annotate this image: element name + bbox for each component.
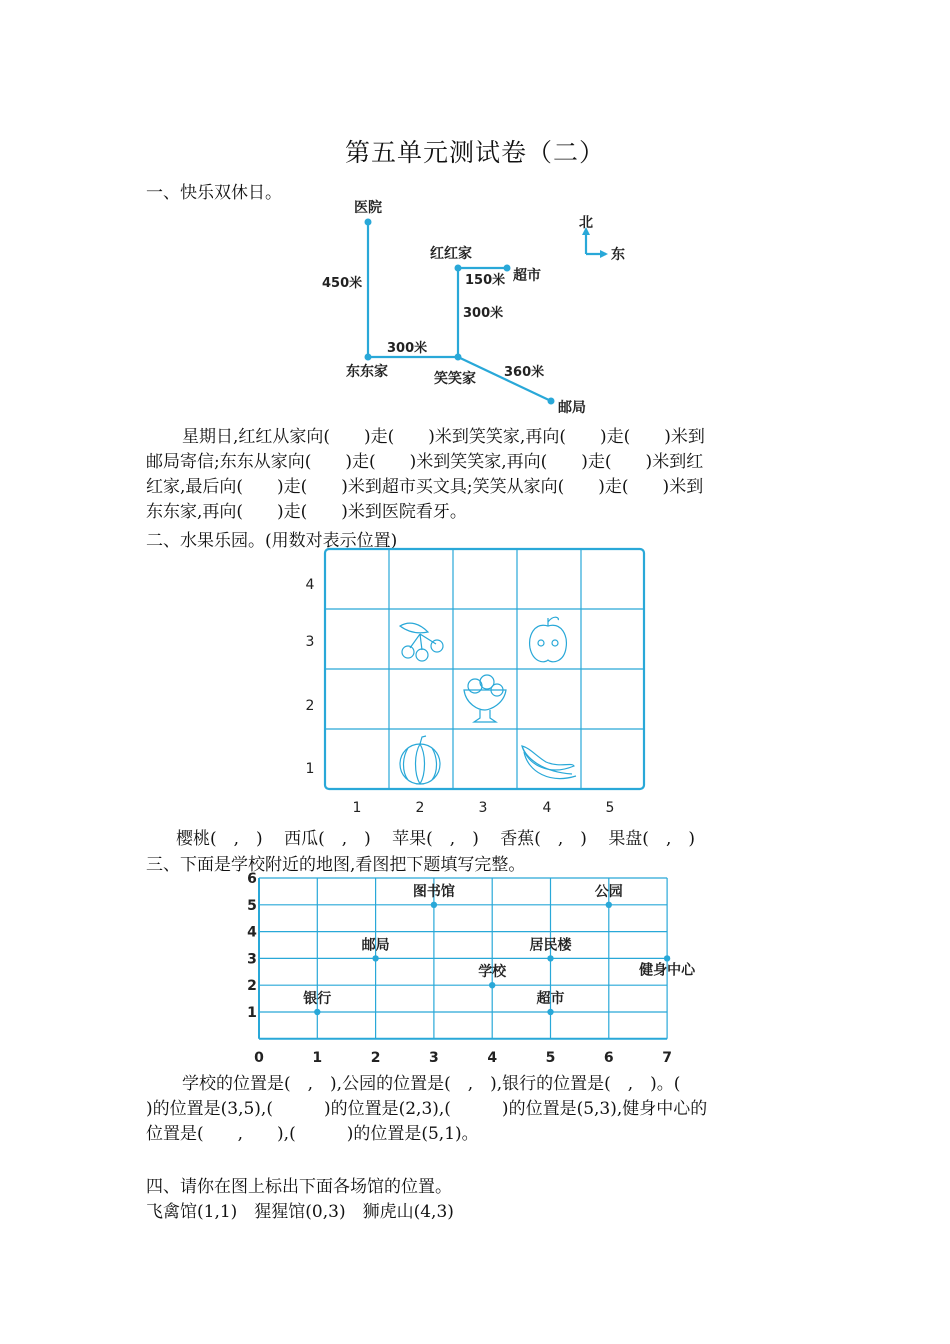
map-point-label: 超市: [536, 991, 565, 1007]
section4-items: 飞禽馆(1,1) 猩猩馆(0,3) 狮虎山(4,3): [146, 1202, 454, 1222]
y-tick: 2: [247, 978, 257, 995]
section1-line: 邮局寄信;东东从家向( )走( )米到笑笑家,再向( )走( )米到红: [146, 452, 704, 472]
map-point-label: 健身中心: [639, 962, 696, 979]
section1-heading: 一、快乐双休日。: [146, 183, 282, 203]
y-tick: 5: [247, 897, 257, 914]
y-tick: 2: [305, 698, 315, 714]
y-tick: 4: [247, 924, 257, 941]
x-tick: 3: [429, 1049, 439, 1063]
apple-icon: [530, 617, 567, 662]
distance-300-vertical: 300米: [463, 306, 504, 321]
page-title: 第五单元测试卷（二）: [344, 138, 605, 167]
x-tick: 5: [605, 800, 615, 816]
east-arrow-icon: [600, 250, 608, 258]
map-point-label: 图书馆: [412, 883, 455, 900]
section1-fill-text: [146, 425, 806, 525]
section3-heading: 三、下面是学校附近的地图,看图把下题填写完整。: [146, 855, 526, 875]
map-point-label: 公园: [594, 883, 623, 900]
section3-line: 学校的位置是( , ),公园的位置是( , ),银行的位置是( , )。(: [182, 1074, 681, 1094]
section3-fill-text: [146, 1072, 806, 1147]
supermarket-label: 超市: [513, 268, 541, 284]
route-map: [300, 190, 660, 420]
map-point-label: 学校: [478, 964, 507, 981]
distance-450: 450米: [322, 276, 363, 291]
distance-300-horizontal: 300米: [387, 341, 428, 356]
supermarket-point: [504, 265, 511, 272]
section1-line: 红家,最后向( )走( )米到超市买文具;笑笑从家向( )走( )米到: [146, 477, 704, 497]
fruit-bowl-answer: 果盘( , ): [608, 829, 695, 849]
compass-north-label: 北: [579, 215, 593, 231]
y-tick: 3: [247, 951, 257, 968]
honghong-label: 红红家: [430, 246, 472, 262]
section3-line: 位置是( , ),( )的位置是(5,1)。: [146, 1124, 479, 1144]
map-point: [606, 902, 612, 908]
distance-360: 360米: [504, 365, 545, 380]
fruit-bowl-icon: [464, 675, 506, 722]
section1-line: 星期日,红红从家向( )走( )米到笑笑家,再向( )走( )米到: [182, 427, 705, 447]
y-tick: 6: [247, 871, 257, 887]
y-tick: 4: [305, 577, 315, 593]
xiaoxiao-label: 笑笑家: [434, 371, 476, 387]
section2-heading: 二、水果乐园。(用数对表示位置): [146, 531, 398, 551]
watermelon-answer: 西瓜( , ): [284, 829, 371, 849]
compass-east-label: 东: [611, 247, 625, 263]
x-tick: 4: [542, 800, 552, 816]
x-tick: 1: [352, 800, 362, 816]
x-tick: 1: [312, 1049, 323, 1063]
cherry-icon: [400, 623, 443, 661]
x-tick: 2: [370, 1049, 381, 1063]
map-point: [547, 955, 553, 961]
fruit-answers: [176, 824, 711, 849]
x-tick: 2: [415, 800, 425, 816]
school-map-grid: [240, 868, 720, 1063]
x-tick: 6: [603, 1049, 614, 1063]
xiaoxiao-point: [455, 354, 462, 361]
cherry-answer: 樱桃( , ): [176, 829, 263, 849]
y-tick: 1: [305, 761, 315, 777]
map-point: [314, 1009, 320, 1015]
x-tick: 3: [478, 800, 488, 816]
map-point: [664, 955, 670, 961]
x-tick: 7: [662, 1049, 672, 1063]
banana-answer: 香蕉( , ): [500, 829, 587, 849]
x-tick: 5: [545, 1049, 556, 1063]
hospital-point: [365, 219, 372, 226]
post-point: [548, 398, 555, 405]
map-point-label: 邮局: [361, 937, 390, 954]
section4-heading: 四、请你在图上标出下面各场馆的位置。: [146, 1177, 452, 1197]
hospital-label: 医院: [354, 200, 382, 216]
map-point: [372, 955, 378, 961]
post-label: 邮局: [558, 400, 586, 416]
watermelon-icon: [400, 736, 440, 784]
x-tick: 0: [254, 1049, 264, 1063]
map-point: [489, 982, 495, 988]
map-point: [431, 902, 437, 908]
route-hospital-dongdong-xiaoxiao: [368, 222, 458, 357]
x-tick: 4: [487, 1049, 498, 1063]
dongdong-label: 东东家: [346, 364, 388, 380]
map-point: [547, 1009, 553, 1015]
map-point-label: 居民楼: [529, 937, 572, 954]
distance-150: 150米: [465, 273, 506, 288]
section3-line: )的位置是(3,5),( )的位置是(2,3),( )的位置是(5,3),健身中心的: [146, 1099, 708, 1119]
fruit-grid: [290, 540, 660, 820]
map-point-label: 银行: [303, 991, 332, 1007]
dongdong-point: [365, 354, 372, 361]
section1-line: 东东家,再向( )走( )米到医院看牙。: [146, 502, 467, 522]
y-tick: 1: [247, 1005, 257, 1021]
honghong-point: [455, 265, 462, 272]
banana-icon: [522, 746, 576, 779]
apple-answer: 苹果( , ): [392, 829, 479, 849]
y-tick: 3: [305, 634, 315, 650]
